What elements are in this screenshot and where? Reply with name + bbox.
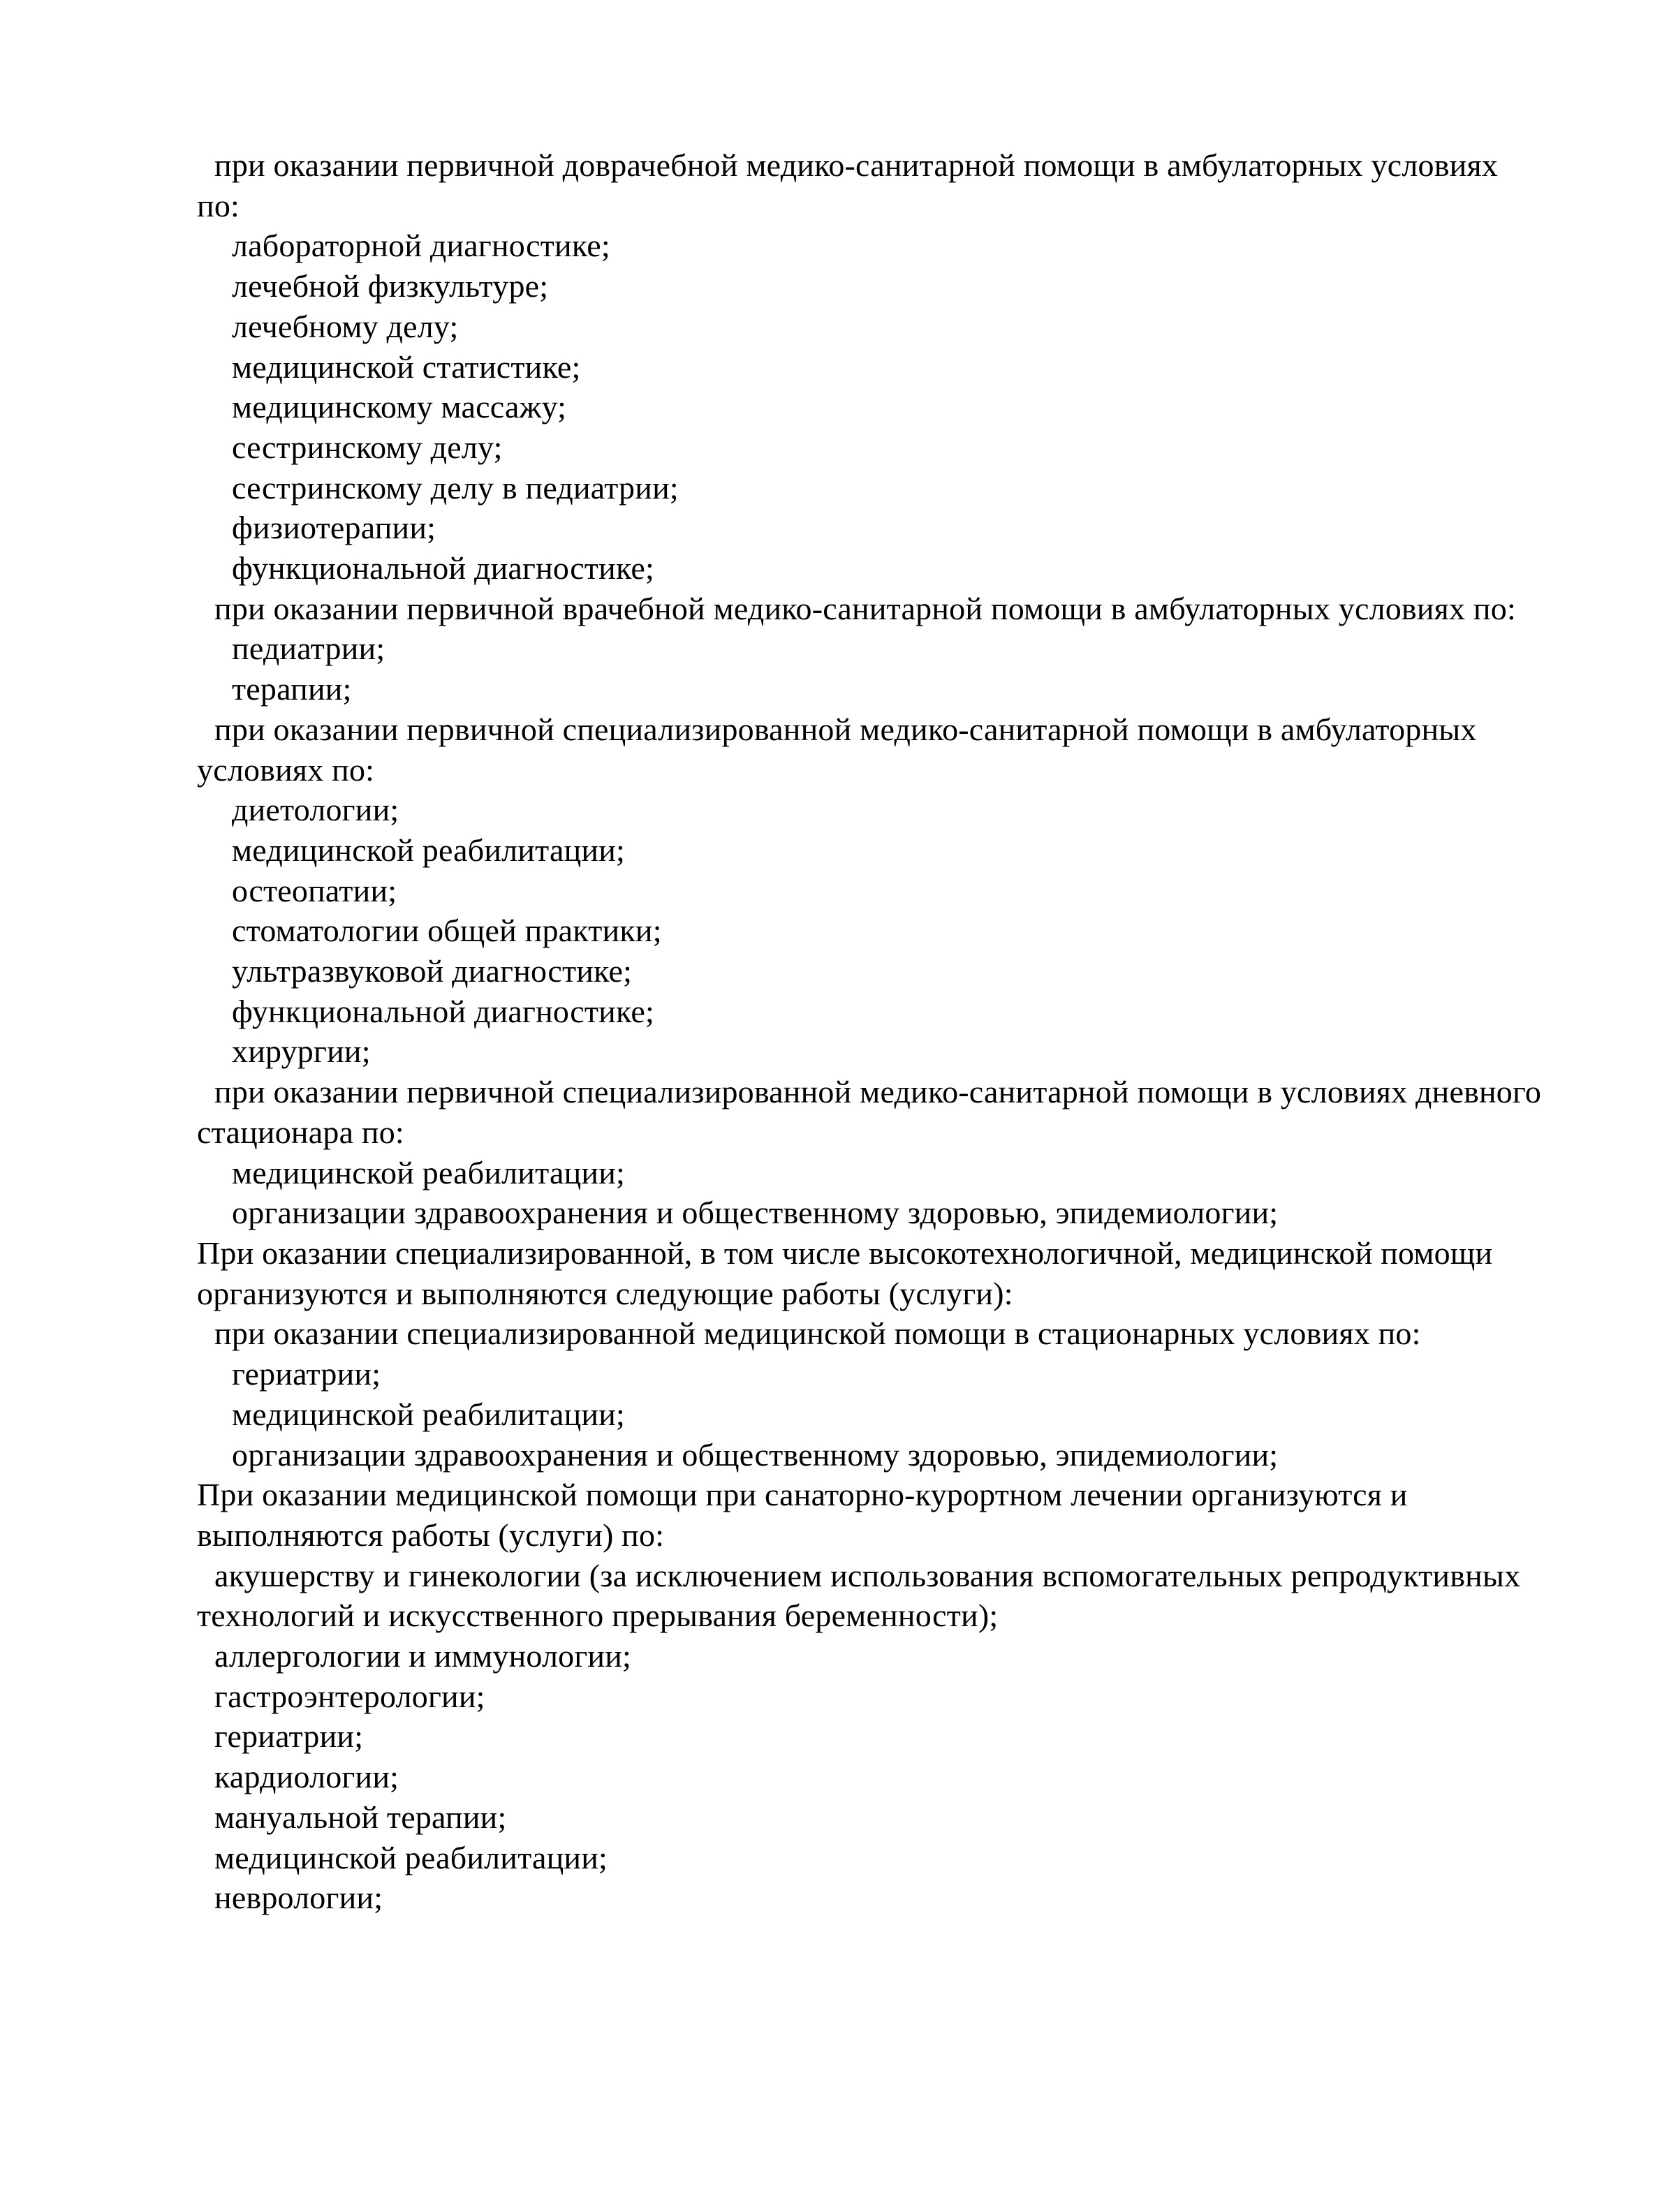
text-line: медицинской статистике; [232, 348, 581, 385]
text-line: медицинскому массажу; [232, 389, 567, 425]
text-line: гериатрии; [214, 1718, 364, 1755]
text-line: технологий и искусственного прерывания беременности); [197, 1598, 999, 1634]
text-line: При оказании медицинской помощи при санаторно-курортном лечении организуются и [197, 1477, 1408, 1513]
text-line: остеопатии; [232, 872, 397, 908]
text-line: мануальной терапии; [214, 1799, 507, 1835]
text-line: диетологии; [232, 792, 399, 828]
text-line: сестринскому делу; [232, 429, 503, 465]
text-line: организации здравоохранения и общественному здоровью, эпидемиологии; [232, 1195, 1279, 1231]
text-line: педиатрии; [232, 631, 385, 667]
text-line: неврологии; [214, 1880, 383, 1916]
text-line: гастроэнтерологии; [214, 1678, 485, 1714]
text-line: лабораторной диагностике; [232, 228, 610, 264]
text-line: аллергологии и иммунологии; [214, 1638, 632, 1674]
text-line: при оказании первичной доврачебной медико-санитарной помощи в амбулаторных условиях [214, 147, 1499, 183]
text-line: При оказании специализированной, в том числе высокотехнологичной, медицинской помощи [197, 1234, 1493, 1271]
text-line: при оказании первичной специализированной медико-санитарной помощи в амбулаторных [214, 711, 1477, 747]
text-line: лечебному делу; [232, 308, 459, 344]
text-line: лечебной физкультуре; [232, 268, 549, 304]
text-line: выполняются работы (услуги) по: [197, 1517, 665, 1553]
text-line: медицинской реабилитации; [232, 1396, 626, 1432]
text-line: медицинской реабилитации; [232, 832, 626, 868]
text-line: организуются и выполняются следующие работы (услуги): [197, 1275, 1013, 1311]
text-line: сестринскому делу в педиатрии; [232, 469, 679, 506]
text-line: стационара по: [197, 1114, 404, 1150]
text-line: ультразвуковой диагностике; [232, 953, 633, 989]
text-line: функциональной диагностике; [232, 993, 654, 1029]
text-line: организации здравоохранения и общественному здоровью, эпидемиологии; [232, 1436, 1279, 1473]
license-works-list [197, 145, 1566, 1918]
text-line: акушерству и гинекологии (за исключением использования вспомогательных репродуктивных [214, 1557, 1521, 1593]
text-line: по: [197, 187, 240, 223]
text-line: при оказании первичной врачебной медико-санитарной помощи в амбулаторных условиях по: [214, 590, 1516, 626]
text-line: медицинской реабилитации; [232, 1154, 626, 1190]
text-line: медицинской реабилитации; [214, 1839, 608, 1875]
text-line: при оказании первичной специализированной медико-санитарной помощи в условиях дневного [214, 1074, 1542, 1110]
text-line: функциональной диагностике; [232, 550, 654, 587]
text-line: стоматологии общей практики; [232, 913, 662, 949]
text-line: терапии; [232, 671, 352, 707]
text-line: условиях по: [197, 751, 375, 788]
text-line: хирургии; [232, 1033, 371, 1070]
text-line: при оказании специализированной медицинской помощи в стационарных условиях по: [214, 1315, 1421, 1352]
text-line: кардиологии; [214, 1759, 399, 1795]
text-line: гериатрии; [232, 1356, 381, 1392]
text-line: физиотерапии; [232, 510, 436, 546]
